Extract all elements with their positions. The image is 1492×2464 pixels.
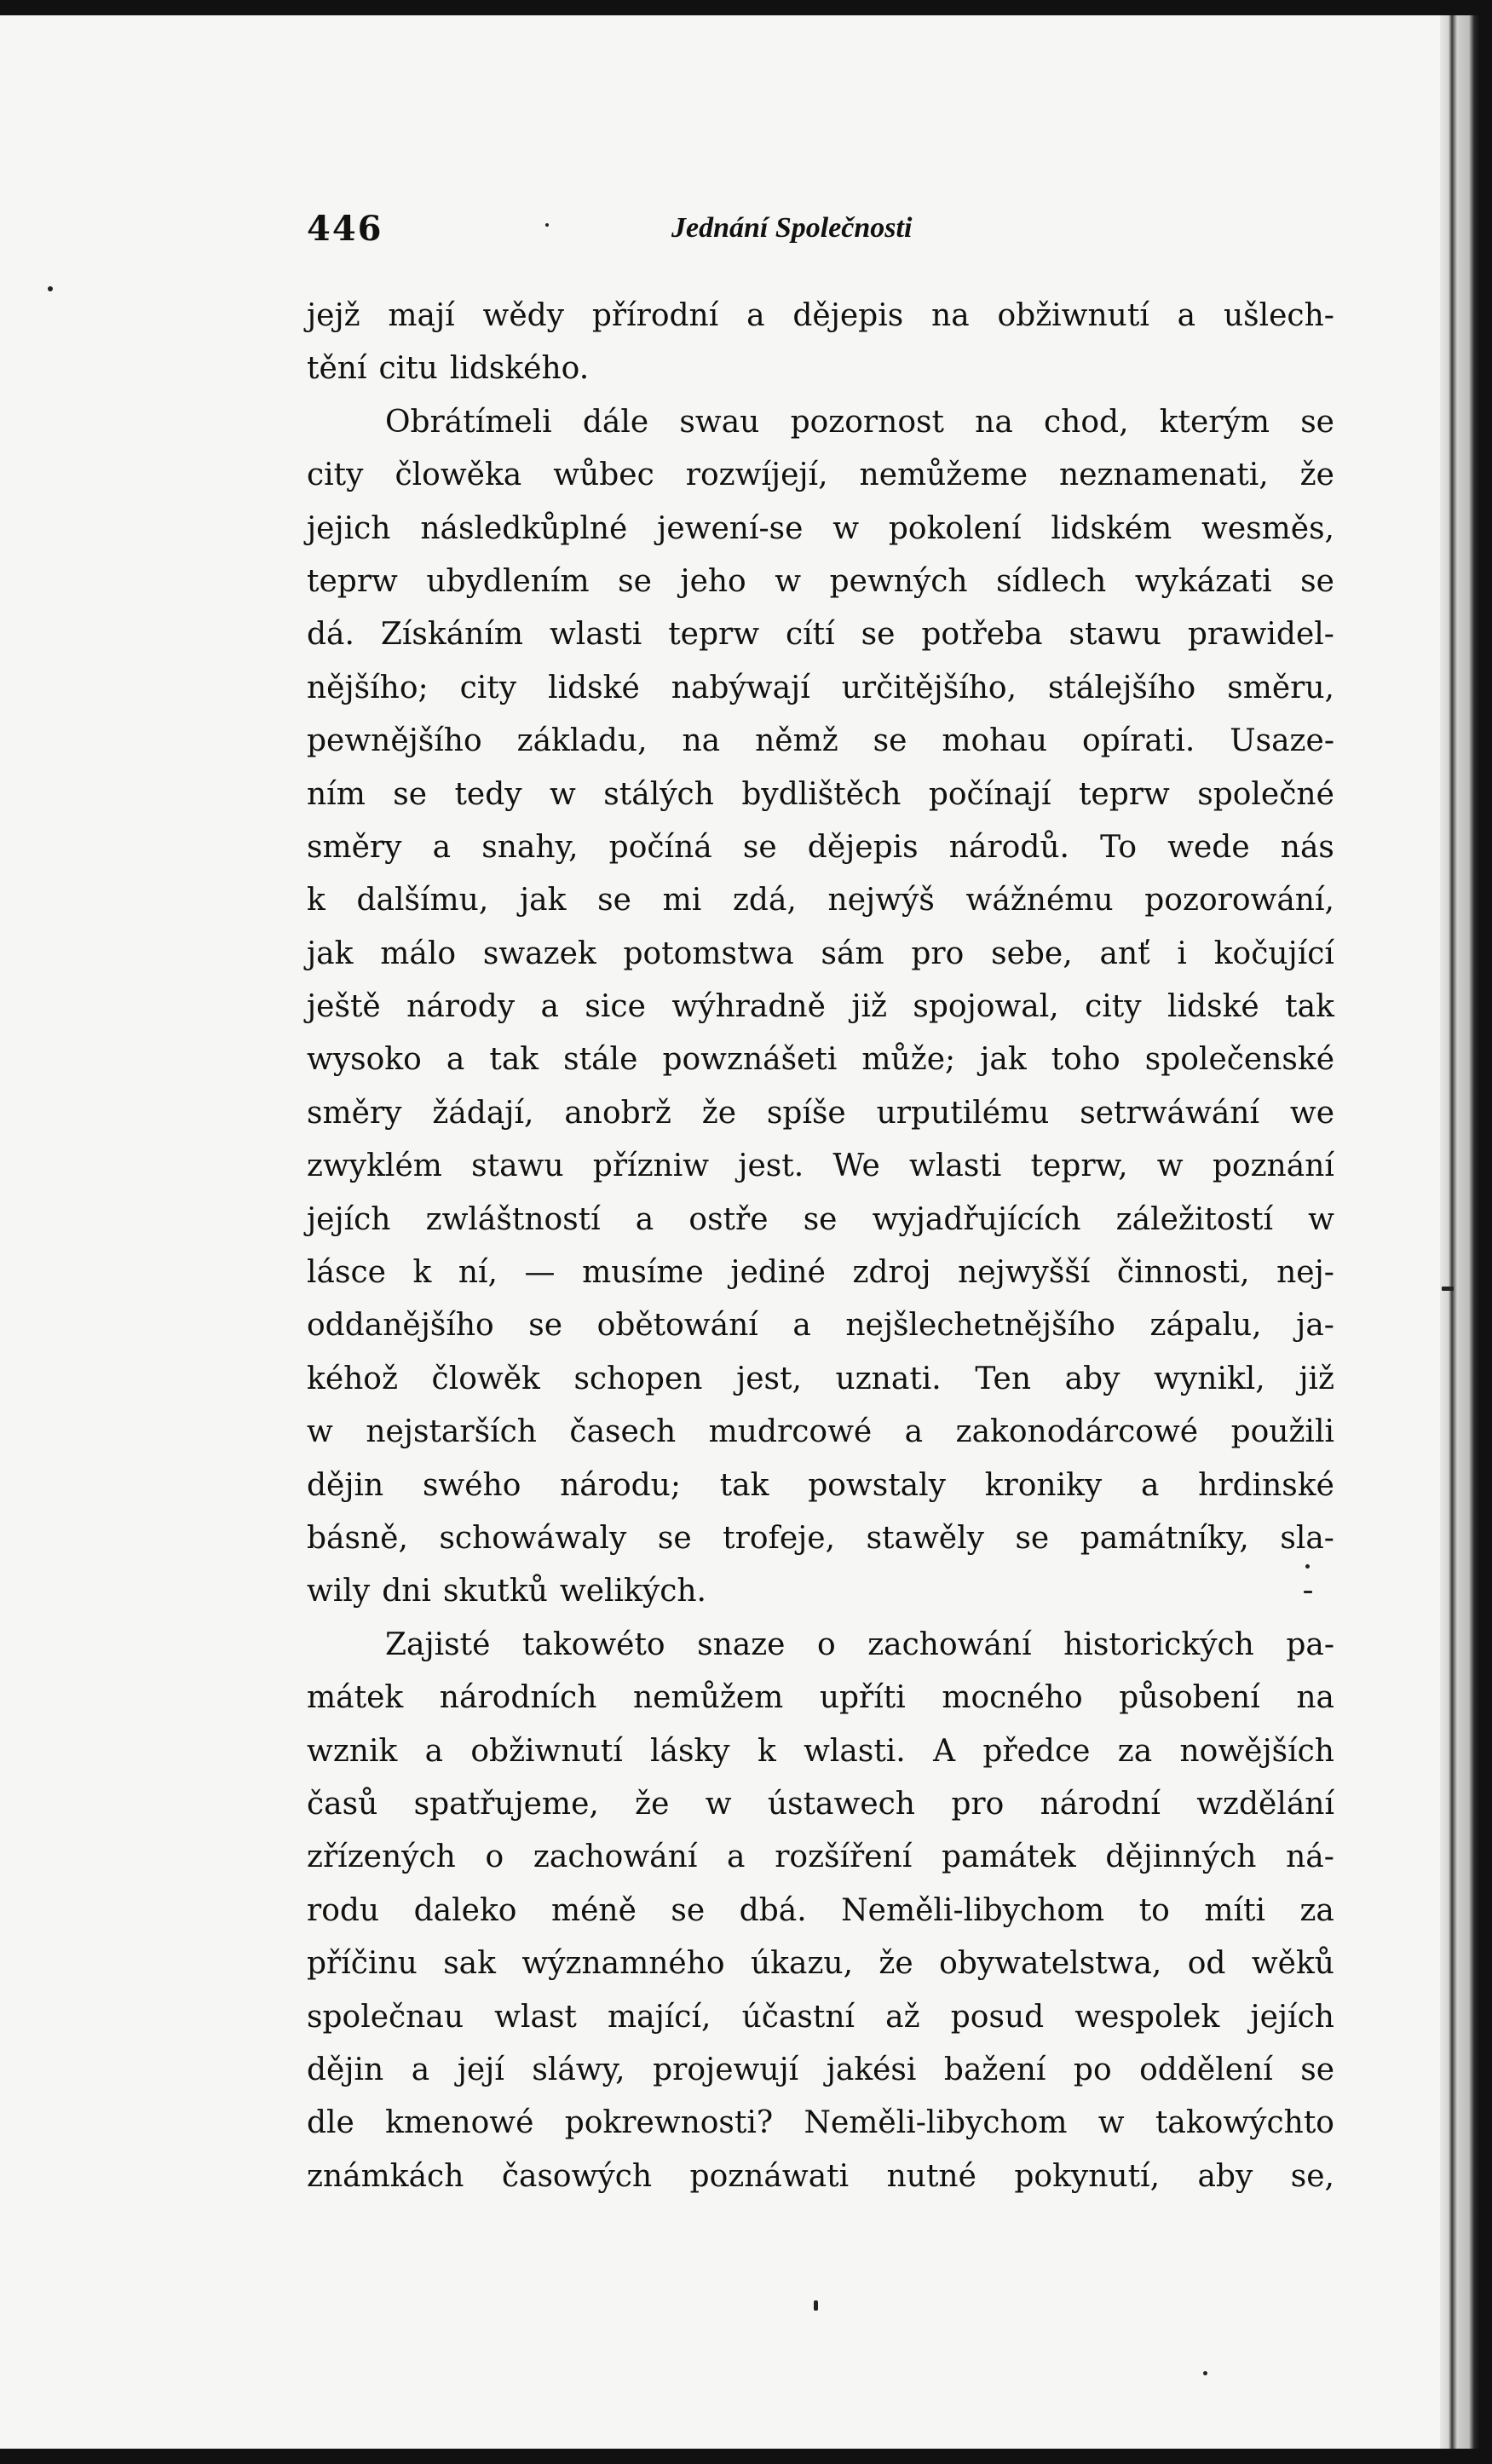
text-line: tění citu lidského.: [307, 351, 590, 387]
text-line: ním se tedy w stálých bydlištěch počínají teprw společné: [307, 776, 1334, 812]
text-line: wily dni skutků welikých.: [307, 1574, 706, 1609]
scan-speck: [1304, 1591, 1312, 1593]
text-line: společnau wlast mající, účastní až posud wespolek jejích: [307, 1999, 1334, 2035]
text-line: Obrátímeli dále swau pozornost na chod, kterým se: [385, 404, 1334, 440]
text-line: zwyklém stawu přízniw jest. We wlasti teprw, w poznání: [307, 1149, 1334, 1184]
text-line: mátek národních nemůžem upříti mocného působení na: [307, 1680, 1334, 1716]
body-text: [307, 290, 1334, 2203]
text-line: směry žádají, anobrž že spíše urputilému setrwáwání we: [307, 1095, 1334, 1131]
text-line: kéhož člowěk schopen jest, uznati. Ten aby wynikl, již: [307, 1361, 1334, 1396]
text-line: Zajisté takowéto snaze o zachowání historických pa-: [385, 1626, 1334, 1662]
text-line: rodu daleko méně se dbá. Neměli-libychom to míti za: [307, 1892, 1334, 1928]
scan-speck: [1305, 1564, 1310, 1569]
text-line: wznik a obžiwnutí lásky k wlasti. A předce za nowějších: [307, 1733, 1334, 1769]
scan-speck: [814, 2300, 818, 2311]
text-line: ještě národy a sice wýhradně již spojowal, city lidské tak: [307, 989, 1334, 1025]
running-title: Jednání Společnosti: [671, 212, 913, 244]
text-line: jak málo swazek potomstwa sám pro sebe, anť i kočující: [307, 936, 1334, 971]
text-line: teprw ubydlením se jeho w pewných sídlech wykázati se: [307, 563, 1334, 599]
scan-speck: [545, 223, 549, 227]
text-line: dá. Získáním wlasti teprw cítí se potřeba stawu prawidel-: [307, 617, 1334, 653]
text-line: jejích zwláštností a ostře se wyjadřujících záležitostí w: [307, 1201, 1334, 1237]
text-line: pewnějšího základu, na němž se mohau opírati. Usaze-: [307, 723, 1334, 759]
text-line: zřízených o zachowání a rozšíření památek dějinných ná-: [307, 1839, 1334, 1875]
page-header: [307, 209, 1338, 251]
text-line: k dalšímu, jak se mi zdá, nejwýš wážnému pozorowání,: [307, 883, 1334, 918]
book-spine-edge: [1440, 15, 1492, 2449]
text-line: jejich následkůplné jewení-se w pokolení lidském wesměs,: [307, 510, 1334, 546]
text-line: dějin a její sláwy, projewují jakési bažení po oddělení se: [307, 2052, 1334, 2087]
text-line: směry a snahy, počíná se dějepis národů. To wede nás: [307, 829, 1334, 865]
text-line: city člowěka wůbec rozwíjejí, nemůžeme neznamenati, že: [307, 458, 1334, 493]
text-line: básně, schowáwaly se trofeje, stawěly se památníky, sla-: [307, 1520, 1334, 1556]
text-line: jejž mají wědy přírodní a dějepis na obžiwnutí a ušlech-: [307, 298, 1334, 333]
scan-speck: [48, 286, 53, 291]
text-line: w nejstarších časech mudrcowé a zakonodárcowé použili: [307, 1414, 1334, 1450]
text-line: nějšího; city lidské nabýwají určitějšího, stálejšího směru,: [307, 670, 1334, 705]
text-line: dle kmenowé pokrewnosti? Neměli-libychom w takowýchto: [307, 2105, 1334, 2141]
text-line: dějin swého národu; tak powstaly kroniky a hrdinské: [307, 1467, 1334, 1503]
text-line: lásce k ní, — musíme jediné zdroj nejwyšší činnosti, nej-: [307, 1255, 1334, 1291]
page-number: 446: [307, 209, 383, 249]
scan-speck: [1203, 2371, 1207, 2375]
text-line: příčinu sak wýznamného úkazu, že obywatelstwa, od wěků: [307, 1946, 1334, 1982]
scan-speck: [1442, 1287, 1454, 1291]
text-line: známkách časowých poznáwati nutné pokynutí, aby se,: [307, 2158, 1334, 2194]
text-line: oddanějšího se obětowání a nejšlechetnějšího zápalu, ja-: [307, 1308, 1334, 1344]
text-line: časů spatřujeme, že w ústawech pro národní wzdělání: [307, 1786, 1334, 1822]
text-line: wysoko a tak stále powznášeti může; jak toho společenské: [307, 1042, 1334, 1078]
